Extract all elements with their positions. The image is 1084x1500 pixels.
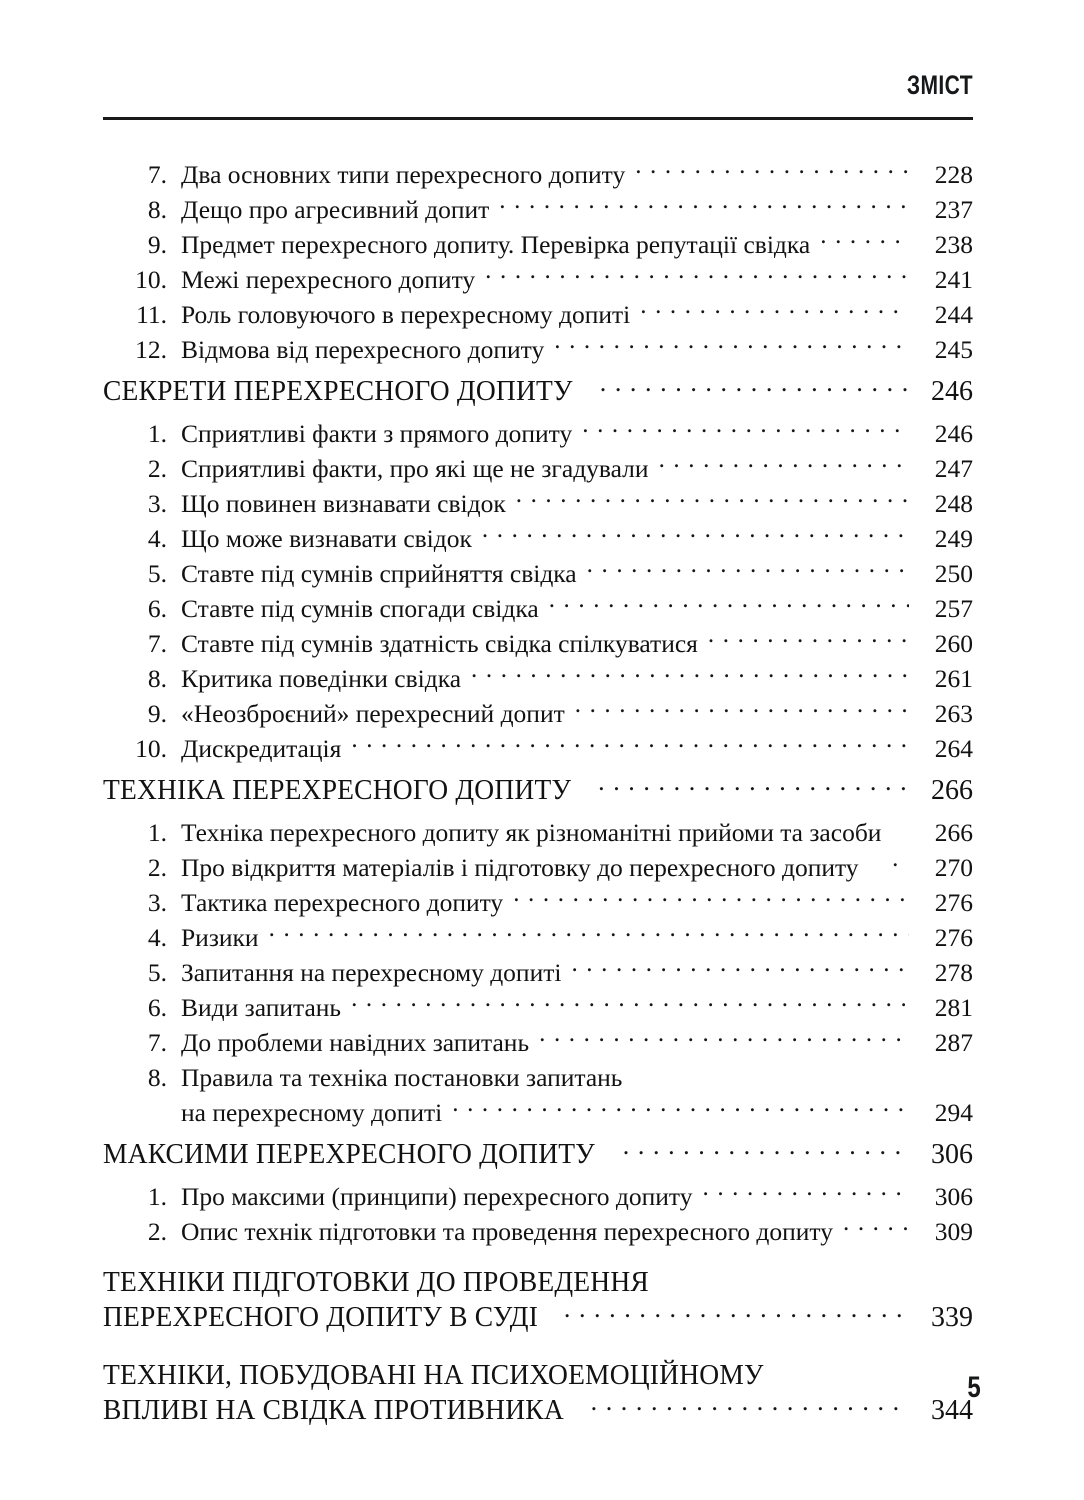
leader-dots (708, 626, 909, 652)
toc-item-number: 8. (147, 195, 167, 224)
toc-item-title: Межі перехресного допиту (181, 265, 476, 294)
leader-dots (598, 773, 909, 799)
toc-section-entry[interactable] (103, 1358, 973, 1428)
toc-page-number: 247 (934, 454, 973, 483)
toc-item-number: 1. (147, 818, 167, 847)
toc-page-number: 245 (934, 335, 973, 364)
toc-page-number: 246 (931, 376, 973, 407)
leader-dots (485, 262, 909, 288)
leader-dots (471, 661, 909, 687)
leader-dots (702, 1179, 909, 1205)
section-gap (103, 808, 973, 815)
toc-item-title: Тактика перехресного допиту (181, 888, 504, 917)
toc-item-entry[interactable] (103, 955, 973, 990)
toc-item-title: СЕКРЕТИ ПЕРЕХРЕСНОГО ДОПИТУ (103, 376, 573, 407)
toc-item-number: 7. (147, 629, 167, 658)
toc-item-title: Предмет перехресного допиту. Перевірка репутації свідка (181, 230, 811, 259)
toc-item-title: ВПЛИВІ НА СВІДКА ПРОТИВНИКА (103, 1395, 564, 1426)
toc-item-entry[interactable] (103, 920, 973, 955)
leader-dots (869, 850, 909, 876)
toc-item-number: 12. (135, 335, 167, 364)
toc-item-entry[interactable] (103, 521, 973, 556)
section-gap (103, 1335, 973, 1342)
toc-page-number: 266 (934, 818, 973, 847)
leader-dots (891, 815, 909, 841)
toc-item-title: на перехресному допиті (181, 1098, 443, 1127)
toc-page-number: 248 (934, 489, 973, 518)
table-of-contents (103, 157, 973, 1435)
leader-dots (571, 955, 909, 981)
toc-item-title: Дискредитація (181, 734, 342, 763)
toc-item-title: Запитання на перехресному допиті (181, 958, 562, 987)
toc-item-entry[interactable] (103, 591, 973, 626)
toc-item-title: Критика поведінки свідка (181, 664, 462, 693)
toc-item-entry[interactable] (103, 1060, 973, 1130)
leader-dots (635, 157, 909, 183)
toc-item-number: 5. (147, 559, 167, 588)
toc-entry-line (103, 1358, 973, 1393)
leader-dots (452, 1095, 909, 1121)
leader-dots (539, 1025, 909, 1051)
toc-item-title: Два основних типи перехресного допиту (181, 160, 626, 189)
toc-section-entry[interactable] (103, 773, 973, 808)
toc-item-title: Відмова від перехресного допиту (181, 335, 545, 364)
toc-page-number: 287 (934, 1028, 973, 1057)
toc-item-title: «Неозброєний» перехресний допит (181, 699, 565, 728)
toc-item-title: ТЕХНІКИ, ПОБУДОВАНІ НА ПСИХОЕМОЦІЙНОМУ (103, 1360, 764, 1391)
toc-item-entry[interactable] (103, 192, 973, 227)
toc-entry-line (103, 1393, 973, 1428)
leader-dots (499, 192, 909, 218)
toc-item-entry[interactable] (103, 731, 973, 766)
toc-item-title: Ризики (181, 923, 259, 952)
leader-dots (820, 227, 909, 253)
toc-item-title: До проблеми навідних запитань (181, 1028, 530, 1057)
toc-item-number: 7. (147, 160, 167, 189)
toc-item-title: Види запитань (181, 993, 342, 1022)
toc-item-entry[interactable] (103, 815, 973, 850)
section-gap (103, 1130, 973, 1137)
section-gap (103, 367, 973, 374)
leader-dots (623, 1137, 909, 1163)
leader-dots (575, 696, 909, 722)
leader-dots (640, 297, 909, 323)
toc-page-number: 339 (931, 1302, 973, 1333)
toc-item-number: 1. (147, 419, 167, 448)
toc-item-entry[interactable] (103, 850, 973, 885)
toc-page-number: 344 (931, 1395, 973, 1426)
toc-page-number: 276 (934, 923, 973, 952)
leader-dots (564, 1300, 909, 1326)
toc-item-title: ТЕХНІКИ ПІДГОТОВКИ ДО ПРОВЕДЕННЯ (103, 1267, 649, 1298)
toc-page-number: 263 (934, 699, 973, 728)
toc-page-number: 264 (934, 734, 973, 763)
toc-item-entry[interactable] (103, 297, 973, 332)
toc-item-number: 3. (147, 888, 167, 917)
section-gap (103, 1249, 973, 1265)
leader-dots (591, 1393, 909, 1419)
leader-dots (351, 731, 909, 757)
toc-item-number: 2. (147, 1217, 167, 1246)
section-gap (103, 409, 973, 416)
toc-item-entry[interactable] (103, 885, 973, 920)
toc-page-number: 260 (934, 629, 973, 658)
toc-item-entry[interactable] (103, 332, 973, 367)
toc-page-number: 257 (934, 594, 973, 623)
toc-item-title: Ставте під сумнів спогади свідка (181, 594, 539, 623)
toc-item-number: 4. (147, 923, 167, 952)
leader-dots (513, 885, 909, 911)
toc-item-title: Дещо про агресивний допит (181, 195, 490, 224)
leader-dots (516, 486, 909, 512)
running-head-title: ЗМІСТ (906, 70, 973, 100)
toc-item-title: ТЕХНІКА ПЕРЕХРЕСНОГО ДОПИТУ (103, 775, 572, 806)
toc-item-entry[interactable] (103, 696, 973, 731)
toc-item-number: 10. (135, 734, 167, 763)
toc-item-entry[interactable] (103, 1179, 973, 1214)
toc-item-title: Що може визнавати свідок (181, 524, 472, 553)
toc-item-number: 1. (147, 1182, 167, 1211)
toc-page-number: 250 (934, 559, 973, 588)
section-gap (103, 1342, 973, 1358)
toc-page-number: 241 (934, 265, 973, 294)
toc-page-number: 281 (934, 993, 973, 1022)
toc-item-entry[interactable] (103, 990, 973, 1025)
section-gap (103, 1172, 973, 1179)
toc-page-number: 244 (934, 300, 973, 329)
toc-page-number: 294 (934, 1098, 973, 1127)
toc-item-number: 2. (147, 454, 167, 483)
toc-item-title: Сприятливі факти, про які ще не згадували (181, 454, 649, 483)
leader-dots (587, 556, 909, 582)
toc-item-title: Техніка перехресного допиту як різноманітні прийоми та засоби (181, 818, 882, 847)
toc-page-number: 278 (934, 958, 973, 987)
toc-entry-line (103, 1300, 973, 1335)
toc-item-number: 3. (147, 489, 167, 518)
leader-dots (269, 920, 909, 946)
leader-dots (549, 591, 909, 617)
toc-item-title: ПЕРЕХРЕСНОГО ДОПИТУ В СУДІ (103, 1302, 539, 1333)
toc-page-number: 309 (934, 1217, 973, 1246)
toc-item-number: 2. (147, 853, 167, 882)
toc-item-entry[interactable] (103, 227, 973, 262)
toc-item-title: Опис технік підготовки та проведення перехресного допиту (181, 1217, 833, 1246)
toc-section-entry[interactable] (103, 1265, 973, 1335)
toc-item-number: 4. (147, 524, 167, 553)
toc-item-number: 6. (147, 993, 167, 1022)
toc-item-title: МАКСИМИ ПЕРЕХРЕСНОГО ДОПИТУ (103, 1139, 595, 1170)
header-rule (103, 117, 973, 120)
toc-item-number: 10. (135, 265, 167, 294)
toc-item-title: Про максими (принципи) перехресного допиту (181, 1182, 693, 1211)
toc-page-number: 238 (934, 230, 973, 259)
toc-page-number: 270 (934, 853, 973, 882)
toc-item-number: 9. (147, 230, 167, 259)
toc-item-number: 7. (147, 1028, 167, 1057)
leader-dots (554, 332, 909, 358)
toc-item-title: Про відкриття матеріалів і підготовку до перехресного допиту (181, 853, 859, 882)
section-gap (103, 766, 973, 773)
toc-item-entry[interactable] (103, 1214, 973, 1249)
toc-entry-line (103, 1095, 973, 1130)
toc-entry-line (103, 1265, 973, 1300)
toc-page-number: 249 (934, 524, 973, 553)
toc-item-number: 11. (136, 300, 167, 329)
toc-item-title: Що повинен визнавати свідок (181, 489, 506, 518)
toc-page-number: 261 (934, 664, 973, 693)
toc-item-number: 8. (147, 1063, 167, 1092)
toc-item-number: 9. (147, 699, 167, 728)
page-number: 5 (967, 1371, 981, 1404)
toc-entry-line (103, 1060, 973, 1095)
toc-item-title: Роль головуючого в перехресному допиті (181, 300, 631, 329)
toc-item-number: 5. (147, 958, 167, 987)
toc-item-entry[interactable] (103, 486, 973, 521)
toc-item-title: Правила та техніка постановки запитань (181, 1063, 623, 1092)
toc-page-number: 237 (934, 195, 973, 224)
toc-item-entry[interactable] (103, 157, 973, 192)
leader-dots (482, 521, 909, 547)
toc-item-entry[interactable] (103, 661, 973, 696)
toc-item-entry[interactable] (103, 451, 973, 486)
toc-page-number: 276 (934, 888, 973, 917)
toc-page-number: 306 (931, 1139, 973, 1170)
section-gap (103, 1428, 973, 1435)
toc-section-entry[interactable] (103, 1137, 973, 1172)
toc-item-entry[interactable] (103, 1025, 973, 1060)
toc-section-entry[interactable] (103, 374, 973, 409)
toc-page-number: 228 (934, 160, 973, 189)
leader-dots (843, 1214, 909, 1240)
toc-item-number: 6. (147, 594, 167, 623)
toc-item-entry[interactable] (103, 556, 973, 591)
toc-item-title: Ставте під сумнів сприйняття свідка (181, 559, 577, 588)
toc-page-number: 246 (934, 419, 973, 448)
toc-item-title: Сприятливі факти з прямого допиту (181, 419, 573, 448)
toc-item-entry[interactable] (103, 262, 973, 297)
leader-dots (659, 451, 909, 477)
toc-page-number: 306 (934, 1182, 973, 1211)
toc-page-number: 266 (931, 775, 973, 806)
toc-item-entry[interactable] (103, 626, 973, 661)
leader-dots (582, 416, 909, 442)
toc-item-number: 8. (147, 664, 167, 693)
leader-dots (351, 990, 909, 1016)
toc-item-entry[interactable] (103, 416, 973, 451)
leader-dots (600, 374, 909, 400)
toc-item-title: Ставте під сумнів здатність свідка спілкуватися (181, 629, 698, 658)
running-head (103, 72, 973, 99)
